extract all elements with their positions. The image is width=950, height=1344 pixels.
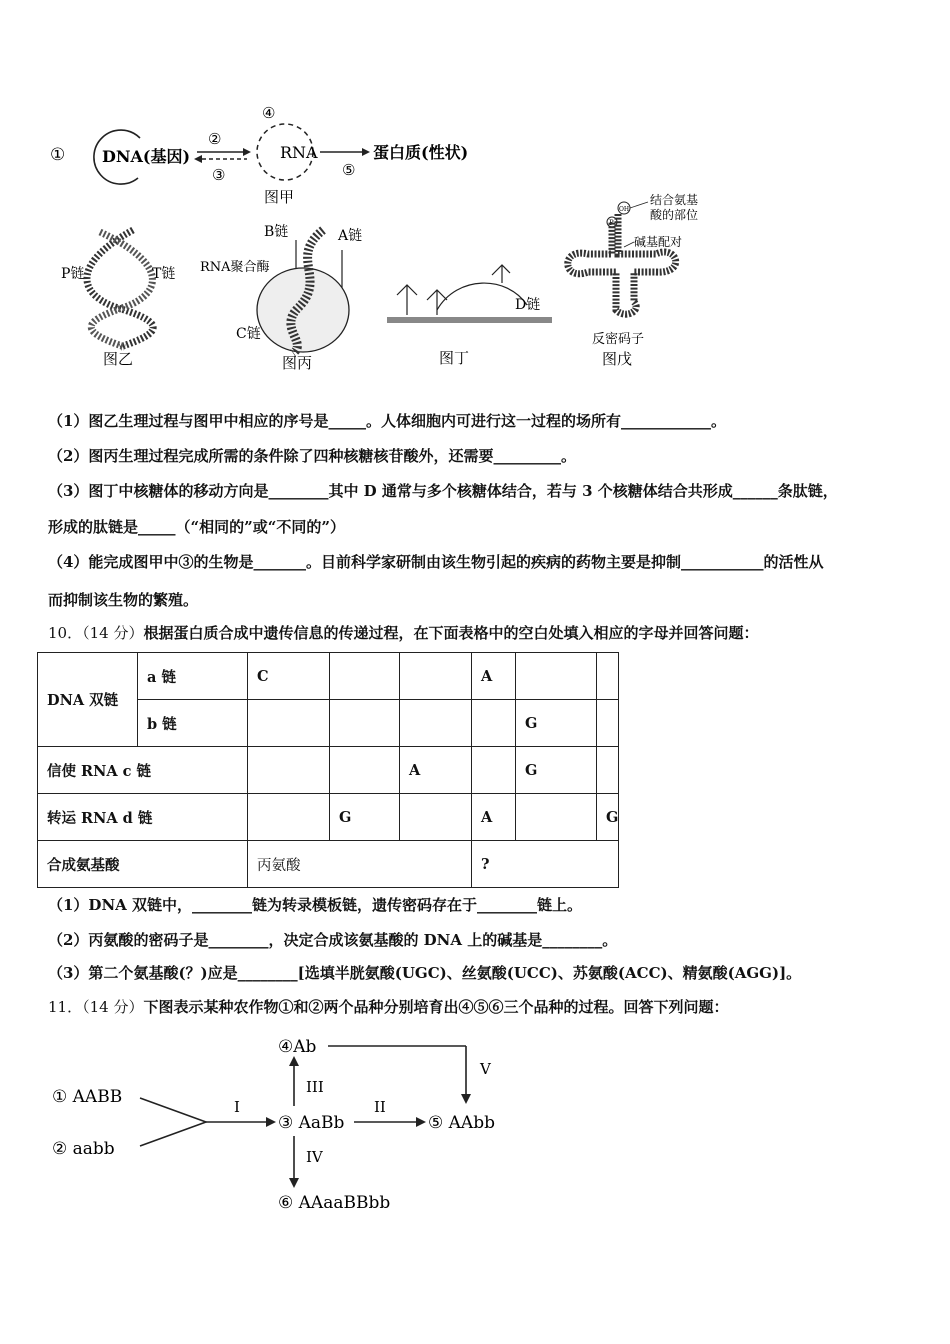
p-strand <box>87 230 153 347</box>
q10-number: 10．（14 分） <box>48 624 144 642</box>
cell <box>248 794 330 841</box>
oh-label: OH <box>619 206 630 213</box>
fig-wu-caption: 图戊 <box>602 350 633 368</box>
q9-line-5: （4）能完成图甲中③的生物是_______。目前科学家研制由该生物引起的疾病的药物主要是抑制___________的活性从 <box>48 553 824 571</box>
cell: C <box>248 653 330 700</box>
step4-arrowhead <box>289 1178 299 1188</box>
cell: A <box>400 747 472 794</box>
step4-label: IV <box>306 1148 323 1166</box>
p1-label: ① AABB <box>52 1087 123 1107</box>
cell <box>516 794 597 841</box>
base-pair-pointer <box>624 242 634 247</box>
cell <box>248 700 330 747</box>
fig-bing-caption: 图丙 <box>282 354 313 372</box>
cell <box>597 653 619 700</box>
step1-arrowhead <box>266 1117 276 1127</box>
polymerase-ellipse <box>257 268 349 352</box>
step3-arrowhead <box>289 1056 299 1066</box>
d-chain-label: D链 <box>515 297 541 313</box>
cell: G <box>597 794 619 841</box>
cell <box>597 700 619 747</box>
circ5-label: ⑤ <box>342 161 356 179</box>
dna-gene-label: DNA(基因) <box>102 147 191 166</box>
q9-line-2: （2）图丙生理过程完成所需的条件除了四种核糖核苷酸外，还需要_________。 <box>48 447 576 465</box>
a-chain-label: A链 <box>338 228 363 244</box>
step2-label: II <box>374 1098 386 1116</box>
table-row <box>38 653 619 700</box>
p-label: P <box>609 219 614 227</box>
trna-cell: 转运 RNA d 链 <box>38 794 248 841</box>
cell <box>472 747 516 794</box>
reverse-arrowhead <box>194 155 202 163</box>
a-chain-cell: a 链 <box>138 653 248 700</box>
p2-label: ② aabb <box>52 1139 115 1159</box>
p3-label: ③ AaBb <box>278 1113 345 1133</box>
circ2-label: ② <box>208 130 222 148</box>
b-chain-cell: b 链 <box>138 700 248 747</box>
cell <box>516 653 597 700</box>
aa-site-label-1: 结合氨基 <box>650 193 699 207</box>
b-chain-label: B链 <box>264 224 289 240</box>
cell: G <box>516 747 597 794</box>
q10-stem: 根据蛋白质合成中遗传信息的传递过程，在下面表格中的空白处填入相应的字母并回答问题： <box>143 624 759 642</box>
cell: G <box>330 794 400 841</box>
p6-label: ⑥ AAaaBBbb <box>278 1193 391 1213</box>
cell <box>400 653 472 700</box>
breeding-diagram <box>48 1030 528 1220</box>
ribosome-path-arc <box>437 283 527 310</box>
step5-label: V <box>480 1060 491 1078</box>
q10-line-1: （1）DNA 双链中，________链为转录模板链，遗传密码存在于________链上。 <box>48 896 583 914</box>
step5-arrowhead <box>461 1094 471 1104</box>
p5-label: ⑤ AAbb <box>428 1113 495 1133</box>
cell <box>597 747 619 794</box>
step2-arrowhead <box>416 1117 426 1127</box>
figure-bing <box>198 218 373 376</box>
aa-cell: 合成氨基酸 <box>38 841 248 888</box>
cell <box>330 700 400 747</box>
cell: A <box>472 653 516 700</box>
q11-stem: 下图表示某种农作物①和②两个品种分别培育出④⑤⑥三个品种的过程。回答下列问题： <box>143 998 729 1016</box>
cell <box>400 794 472 841</box>
aa-site-pointer <box>630 202 648 208</box>
fig-yi-caption: 图乙 <box>103 350 134 368</box>
genetic-code-table <box>37 652 619 888</box>
aa2-cell: ? <box>472 841 619 888</box>
aa1-cell: 丙氨酸 <box>248 841 472 888</box>
figure-wu <box>562 192 712 372</box>
circ3-label: ③ <box>212 166 226 184</box>
cell <box>248 747 330 794</box>
step3-label: III <box>306 1078 324 1096</box>
q11-number: 11．（14 分） <box>48 998 144 1016</box>
rna-label: RNA <box>280 143 318 162</box>
mrna-cell: 信使 RNA c 链 <box>38 747 248 794</box>
cell: A <box>472 794 516 841</box>
fig-ding-caption: 图丁 <box>439 349 470 367</box>
cell <box>330 747 400 794</box>
rna-pol-label: RNA聚合酶 <box>200 260 270 275</box>
base-pair-label: 碱基配对 <box>634 235 683 249</box>
merge-lines <box>140 1098 206 1146</box>
q10-line-2: （2）丙氨酸的密码子是________，决定合成该氨基酸的 DNA 上的碱基是________。 <box>48 931 618 949</box>
figure-yi <box>55 222 200 372</box>
trna-group <box>397 265 510 315</box>
cell <box>472 700 516 747</box>
q10-line-3: （3）第二个氨基酸(？)应是________[选填半胱氨酸(UGC)、丝氨酸(UCC)、苏氨酸(ACC)、精氨酸(AGG)]。 <box>48 964 802 982</box>
p4-label: ④Ab <box>278 1037 317 1057</box>
circ4-label: ④ <box>262 104 276 122</box>
circ1-label: ① <box>50 145 66 165</box>
table-row <box>38 841 619 888</box>
q9-line-1: （1）图乙生理过程与图甲中相应的序号是_____。人体细胞内可进行这一过程的场所有____________。 <box>48 412 726 430</box>
q9-line-3: （3）图丁中核糖体的移动方向是________其中 D 通常与多个核糖体结合，若与 3 个核糖体结合共形成______条肽链， <box>48 482 838 500</box>
q11-heading <box>48 996 728 1017</box>
figure-ding <box>377 255 557 373</box>
dna-cell: DNA 双链 <box>38 653 138 747</box>
q9-line-6: 而抑制该生物的繁殖。 <box>48 591 199 609</box>
table-row <box>38 747 619 794</box>
trna-cloverleaf <box>568 214 676 314</box>
cell: G <box>516 700 597 747</box>
q10-heading <box>48 622 758 643</box>
protein-label: 蛋白质(性状) <box>373 143 469 162</box>
q9-line-4: 形成的肽链是_____（“相同的”或“不同的”） <box>48 518 346 536</box>
table-row <box>38 794 619 841</box>
figure-jia <box>40 100 500 210</box>
cell <box>330 653 400 700</box>
t-chain-label: T链 <box>152 266 176 282</box>
fig-jia-caption: 图甲 <box>264 188 295 206</box>
translation-arrowhead <box>362 148 370 156</box>
transcription-arrowhead <box>243 148 251 156</box>
aa-site-label-2: 酸的部位 <box>650 208 699 222</box>
mrna-strand <box>387 317 552 323</box>
c-chain-label: C链 <box>236 326 261 342</box>
cell <box>400 700 472 747</box>
p-chain-label: P链 <box>61 266 85 282</box>
step1-label: I <box>234 1098 240 1116</box>
anticodon-label: 反密码子 <box>592 332 645 347</box>
